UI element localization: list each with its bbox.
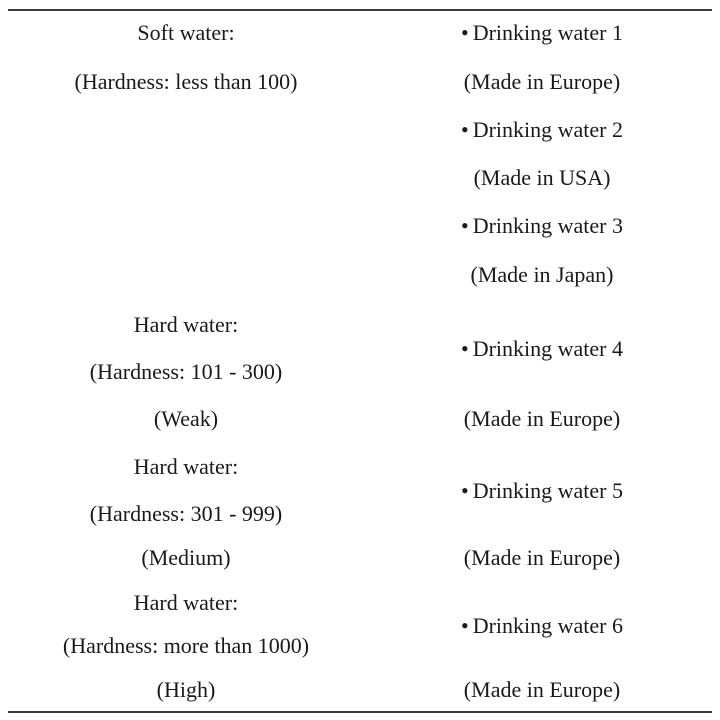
water-name: Drinking water 1 bbox=[472, 20, 623, 45]
row-2-water-4-origin: (Made in Europe) bbox=[463, 406, 621, 431]
row-4-water-6-name bbox=[461, 613, 623, 639]
bullet-icon: • bbox=[461, 20, 469, 45]
row-3-water-5-name bbox=[461, 478, 623, 504]
row-1-water-1-name bbox=[461, 20, 623, 46]
bullet-icon: • bbox=[461, 478, 469, 503]
row-2-hardness: (Hardness: 101 - 300) bbox=[89, 359, 283, 384]
bullet-icon: • bbox=[461, 213, 469, 238]
row-4-hardness: (Hardness: more than 1000) bbox=[62, 633, 310, 658]
water-name: Drinking water 6 bbox=[472, 613, 623, 638]
row-1-water-3-origin: (Made in Japan) bbox=[470, 262, 614, 287]
row-1-water-3-name bbox=[461, 213, 623, 239]
row-4-category: Hard water: bbox=[133, 590, 239, 615]
table-bottom-rule bbox=[8, 711, 712, 713]
row-3-water-5-origin: (Made in Europe) bbox=[463, 545, 621, 570]
row-1-category: Soft water: bbox=[137, 20, 235, 45]
row-2-level: (Weak) bbox=[153, 406, 219, 431]
row-1-hardness: (Hardness: less than 100) bbox=[74, 69, 298, 94]
row-4-level: (High) bbox=[156, 677, 216, 702]
water-name: Drinking water 5 bbox=[472, 478, 623, 503]
bullet-icon: • bbox=[461, 336, 469, 361]
row-2-water-4-name bbox=[461, 336, 623, 362]
row-1-water-2-origin: (Made in USA) bbox=[473, 165, 611, 190]
row-3-hardness: (Hardness: 301 - 999) bbox=[89, 501, 283, 526]
bullet-icon: • bbox=[461, 613, 469, 638]
water-name: Drinking water 4 bbox=[472, 336, 623, 361]
table-top-rule bbox=[8, 9, 712, 11]
row-1-water-1-origin: (Made in Europe) bbox=[463, 69, 621, 94]
row-3-level: (Medium) bbox=[141, 545, 231, 570]
row-4-water-6-origin: (Made in Europe) bbox=[463, 677, 621, 702]
bullet-icon: • bbox=[461, 117, 469, 142]
row-3-category: Hard water: bbox=[133, 454, 239, 479]
water-name: Drinking water 2 bbox=[472, 117, 623, 142]
water-name: Drinking water 3 bbox=[472, 213, 623, 238]
row-2-category: Hard water: bbox=[133, 312, 239, 337]
row-1-water-2-name bbox=[461, 117, 623, 143]
